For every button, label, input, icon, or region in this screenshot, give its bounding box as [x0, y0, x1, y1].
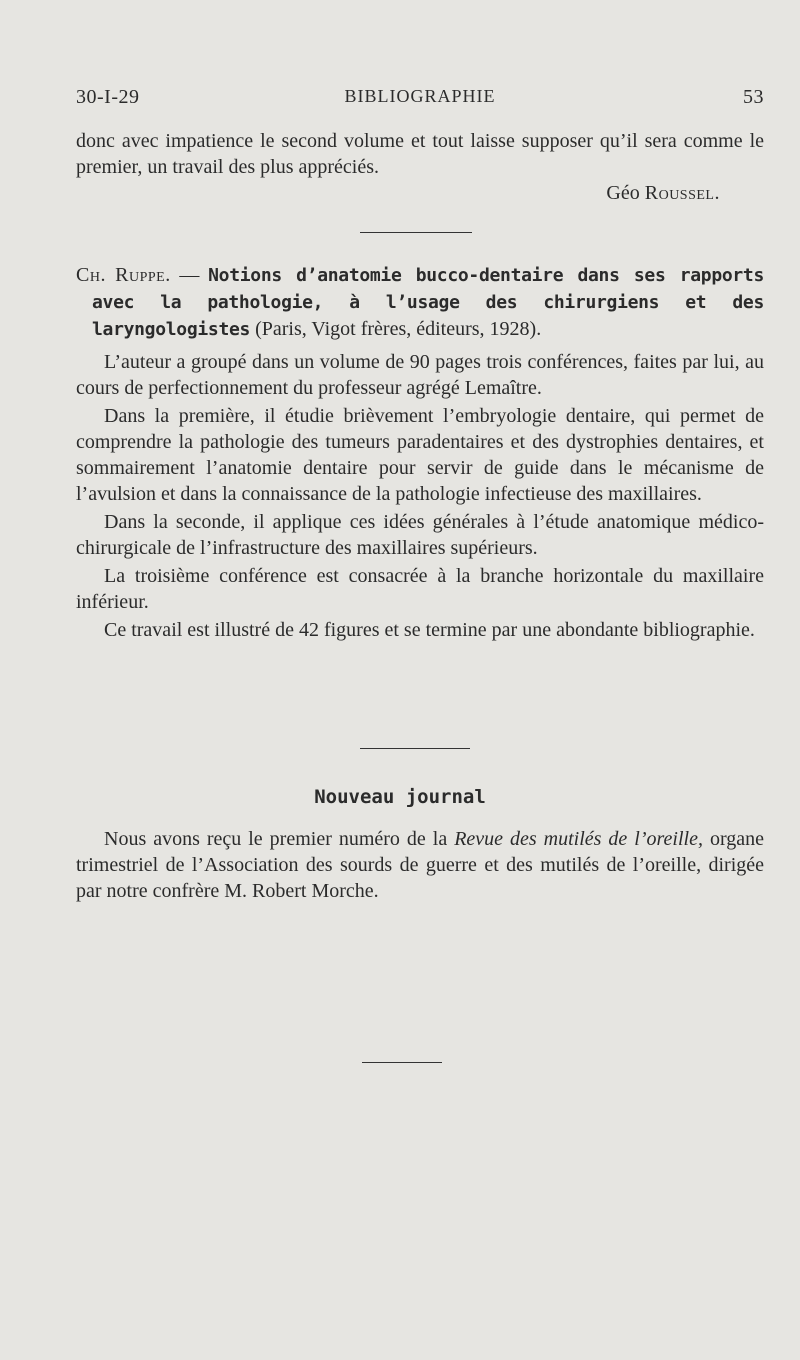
review-1-signature: Géo Roussel.: [606, 182, 720, 204]
review-2-paragraph: Ce travail est illustré de 42 figures et se termine par une abondante bibliographie.: [104, 619, 755, 641]
news-paragraph: Nous avons reçu le premier numéro de la Revue des mutilés de l’oreille, organe trimestriel de l’Association des sourds de guerre et des mutilés de l’oreille, dirigée par notre confrère M. Robert Morche.: [76, 828, 765, 902]
review-2-title: Notions d’anatomie bucco-dentaire dans ses rapports avec la pathologie, à l’usage des chirurgiens et des laryngologistes: [92, 265, 765, 340]
section-title: Nouveau journal: [314, 786, 486, 808]
review-2-paragraph: L’auteur a groupé dans un volume de 90 pages trois conférences, faites par lui, au cours de perfectionnement du professeur agrégé Lemaître.: [76, 351, 764, 399]
review-2-publisher: (Paris, Vigot frères, éditeurs, 1928).: [250, 318, 542, 340]
end-rule: [362, 1062, 442, 1063]
review-2-paragraph: La troisième conférence est consacrée à la branche horizontale du maxillaire inférieur.: [76, 565, 764, 613]
review-1-closing-text: donc avec impatience le second volume et tout laisse supposer qu’il sera comme le premier, un travail des plus appréciés.: [76, 130, 764, 178]
page-number: 53: [743, 86, 764, 108]
review-2-author: Ch. Ruppe.: [76, 264, 171, 286]
news-item: [76, 826, 764, 904]
review-2-citation: Ch. Ruppe. — Notions d’anatomie bucco-dentaire dans ses rapports avec la pathologie, à l’usage des chirurgiens et des laryngologistes (Paris, Vigot frères, éditeurs, 1928).: [76, 264, 765, 340]
separator-rule: [360, 232, 472, 233]
review-1-ending: [76, 128, 764, 206]
review-2-paragraph: Dans la première, il étudie brièvement l’embryologie dentaire, qui permet de comprendre la pathologie des tumeurs paradentaires et des dystrophies dentaires, et sommairement l’anatomie dentaire pour servir de guide dans le mécanisme de l’avulsion et dans la connaissance de la pathologie infectieuse des maxillaires.: [76, 405, 764, 505]
header-date: 30-I-29: [76, 86, 140, 108]
header-section: BIBLIOGRAPHIE: [344, 86, 496, 106]
journal-name: Revue des mutilés de l’oreille,: [454, 828, 703, 850]
separator-rule: [360, 748, 470, 749]
review-2: [76, 262, 764, 643]
review-2-paragraph: Dans la seconde, il applique ces idées générales à l’étude anatomique médico-chirurgicale de l’infrastructure des maxillaires supérieurs.: [76, 511, 764, 559]
